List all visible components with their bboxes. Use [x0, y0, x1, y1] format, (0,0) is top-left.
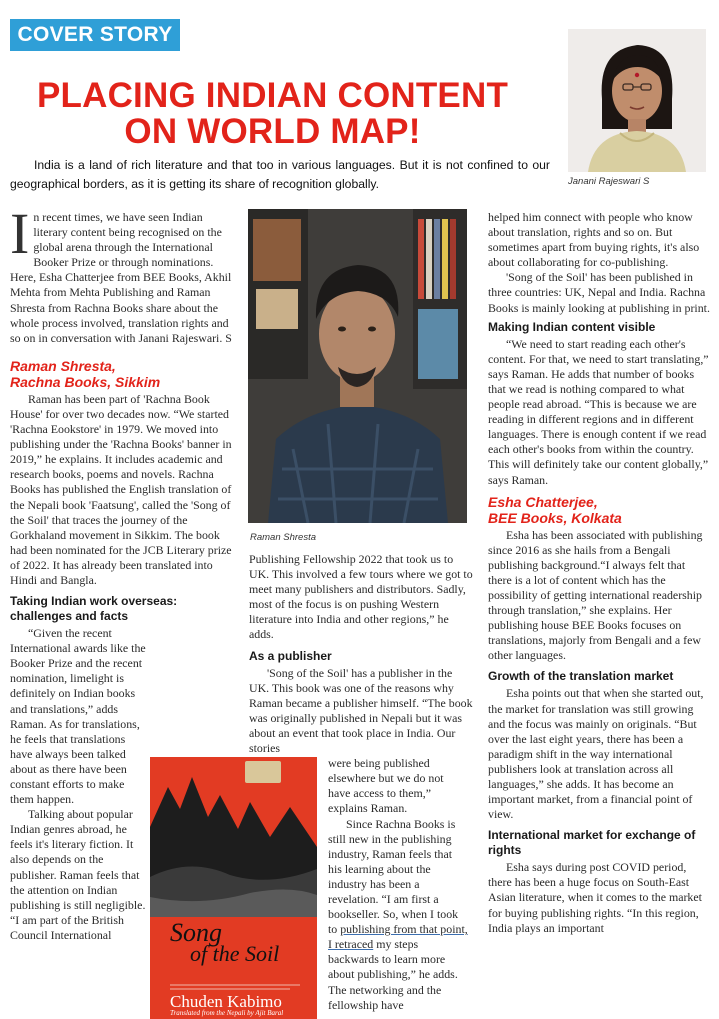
author-photo-illustration: [568, 29, 706, 172]
drop-cap: I: [10, 201, 30, 266]
portrait-caption: Raman Shresta: [250, 532, 317, 543]
paragraph: were being published elsewhere but we do not have access to them,” explains Raman.: [328, 756, 444, 816]
paragraph-text: my steps backwards to learn more about publishing,” he adds. The networking and the fellowship have: [328, 937, 458, 1012]
paragraph: 'Song of the Soil' has a publisher in the UK. This book was one of the reasons why Raman became a publisher himself. “The book was originally published in Nepali but it was about an event that took place in India. Our stories: [249, 665, 473, 756]
subhead-growth-translation-market: Growth of the translation market: [488, 669, 674, 684]
paragraph: Publishing Fellowship 2022 that took us to UK. This involved a few tours where we got to meet many publishers and distributors. Sadly, most of the focus is on pushing Western literature into India and other regions,” he adds.: [249, 552, 473, 642]
paragraph: Talking about popular Indian genres abroad, he feels it's literary fiction. It also depends on the publisher. Raman feels that the attention on Indian publishing is still negligible. “I am part of the British Council International: [10, 807, 146, 942]
book-title-line-2: of the Soil: [190, 941, 280, 966]
subhead-making-content-visible: Making Indian content visible: [488, 319, 656, 334]
paragraph-text: Since Rachna Books is still new in the publishing industry, Raman feels that his learning about the industry has been a revelation. “I am first a bookseller. So, when I took to: [328, 816, 459, 937]
paragraph: 'Song of the Soil' has been published in three countries: UK, Nepal and India. Rachna Books is mainly looking at publishing in print.: [488, 270, 710, 315]
standfirst: India is a land of rich literature and that too in various languages. But it is not confined to our geographical borders, as it is getting its share of recognition globally.: [10, 158, 550, 191]
book-cover-art: [150, 757, 317, 1019]
subhead-esha-name: Esha Chatterjee,: [488, 493, 598, 510]
subhead-raman-name: Raman Shresta,: [10, 357, 116, 374]
subhead-esha-org: BEE Books, Kolkata: [488, 509, 622, 526]
book-author: Chuden Kabimo: [170, 992, 282, 1011]
book-translator: Translated from the Nepali by Ajit Baral: [170, 1009, 284, 1017]
section-banner: COVER STORY: [10, 19, 180, 51]
underlined-text: publishing from that point, I retraced: [328, 922, 468, 952]
headline-line-2: ON WORLD MAP!: [124, 112, 421, 151]
paragraph: “We need to start reading each other's content. For that, we need to start translating,” says Raman. He adds that number of books that we read is nothing compared to what people read abroad. “This is because we are reading in different regions and in different languages. There is enough content if we read each other's books from within the country. This will definitely take our content globally,” says Raman.: [488, 336, 709, 487]
paragraph: helped him connect with people who know about translation, rights and so on. But sometimes apart from buying rights, it's also about collaborating for co-publishing.: [488, 210, 700, 270]
portrait-illustration: [248, 209, 467, 523]
book-title-line-1: Song: [170, 918, 222, 947]
portrait-photo: [248, 209, 467, 523]
author-photo-caption: Janani Rajeswari S: [568, 176, 650, 187]
paragraph: Esha points out that when she started out, the market for translation was still growing and the focus was mainly on originals. “But over the last eight years, there has been a paradigm shift in the way international publishers look at translation across all languages,” she adds. It has become an important market, from a financial point of view.: [488, 686, 704, 822]
paragraph: “Given the recent International awards like the Booker Prize and the recent nomination, limelight is definitely on Indian books and translations,” adds Raman. As for translations, he feels that translations have always been talked about as there have been constant efforts to make them happen.: [10, 626, 146, 807]
paragraph: [328, 817, 468, 1013]
headline-line-1: PLACING INDIAN CONTENT: [36, 76, 509, 115]
subhead-as-a-publisher: As a publisher: [249, 648, 332, 663]
author-photo: [568, 29, 706, 172]
column-3: [488, 210, 710, 936]
subhead-international-market: International market for exchange of rights: [488, 828, 696, 858]
paragraph: Esha says during post COVID period, there has been a huge focus on South-East Asian literature, when it comes to the market for buying publishing rights. “In this region, India plays an important: [488, 860, 702, 935]
book-cover: [150, 757, 317, 1019]
paragraph: Raman has been part of 'Rachna Book House' for over two decades now. “We started 'Rachna Eookstore' in 1979. We moved into publishing under the 'Rachna Books' banner in 2019,” he explains. It includes academic and research books, poems and novels. Rachna Books has published the English translation of the Nepali book 'Faatsung', called the 'Song of the Soil' that traces the journey of the Gorkhaland movement in Sikkim. The book had been nominated for the JCB Literary prize of 2022. It has already been translated into Hindi and Bangla.: [10, 391, 232, 587]
intro-text: n recent times, we have seen Indian literary content being recognised on the global arena through the International Booker Prize or through nominations. Here, Esha Chatterjee from BEE Books, Akhil Mehta from Mehta Publishing and Raman Shresta from Rachna Books share about the whole process involved, translation rights and so on in conversation with Janani Rajeswari. S: [10, 210, 232, 345]
subhead-taking-indian-work: Taking Indian work overseas: challenges and facts: [10, 594, 178, 624]
subhead-raman-org: Rachna Books, Sikkim: [10, 373, 161, 390]
paragraph: Esha has been associated with publishing since 2016 as she hails from a Bengali publishing background.“I always felt that there is a lot of content which has the possibility of getting international readership through translation,” she explains. Her publishing house BEE Books focuses on translations, majorly from Bengali and a few other languages.: [488, 527, 703, 663]
headline: [0, 78, 545, 150]
intro-paragraph: [10, 201, 236, 346]
